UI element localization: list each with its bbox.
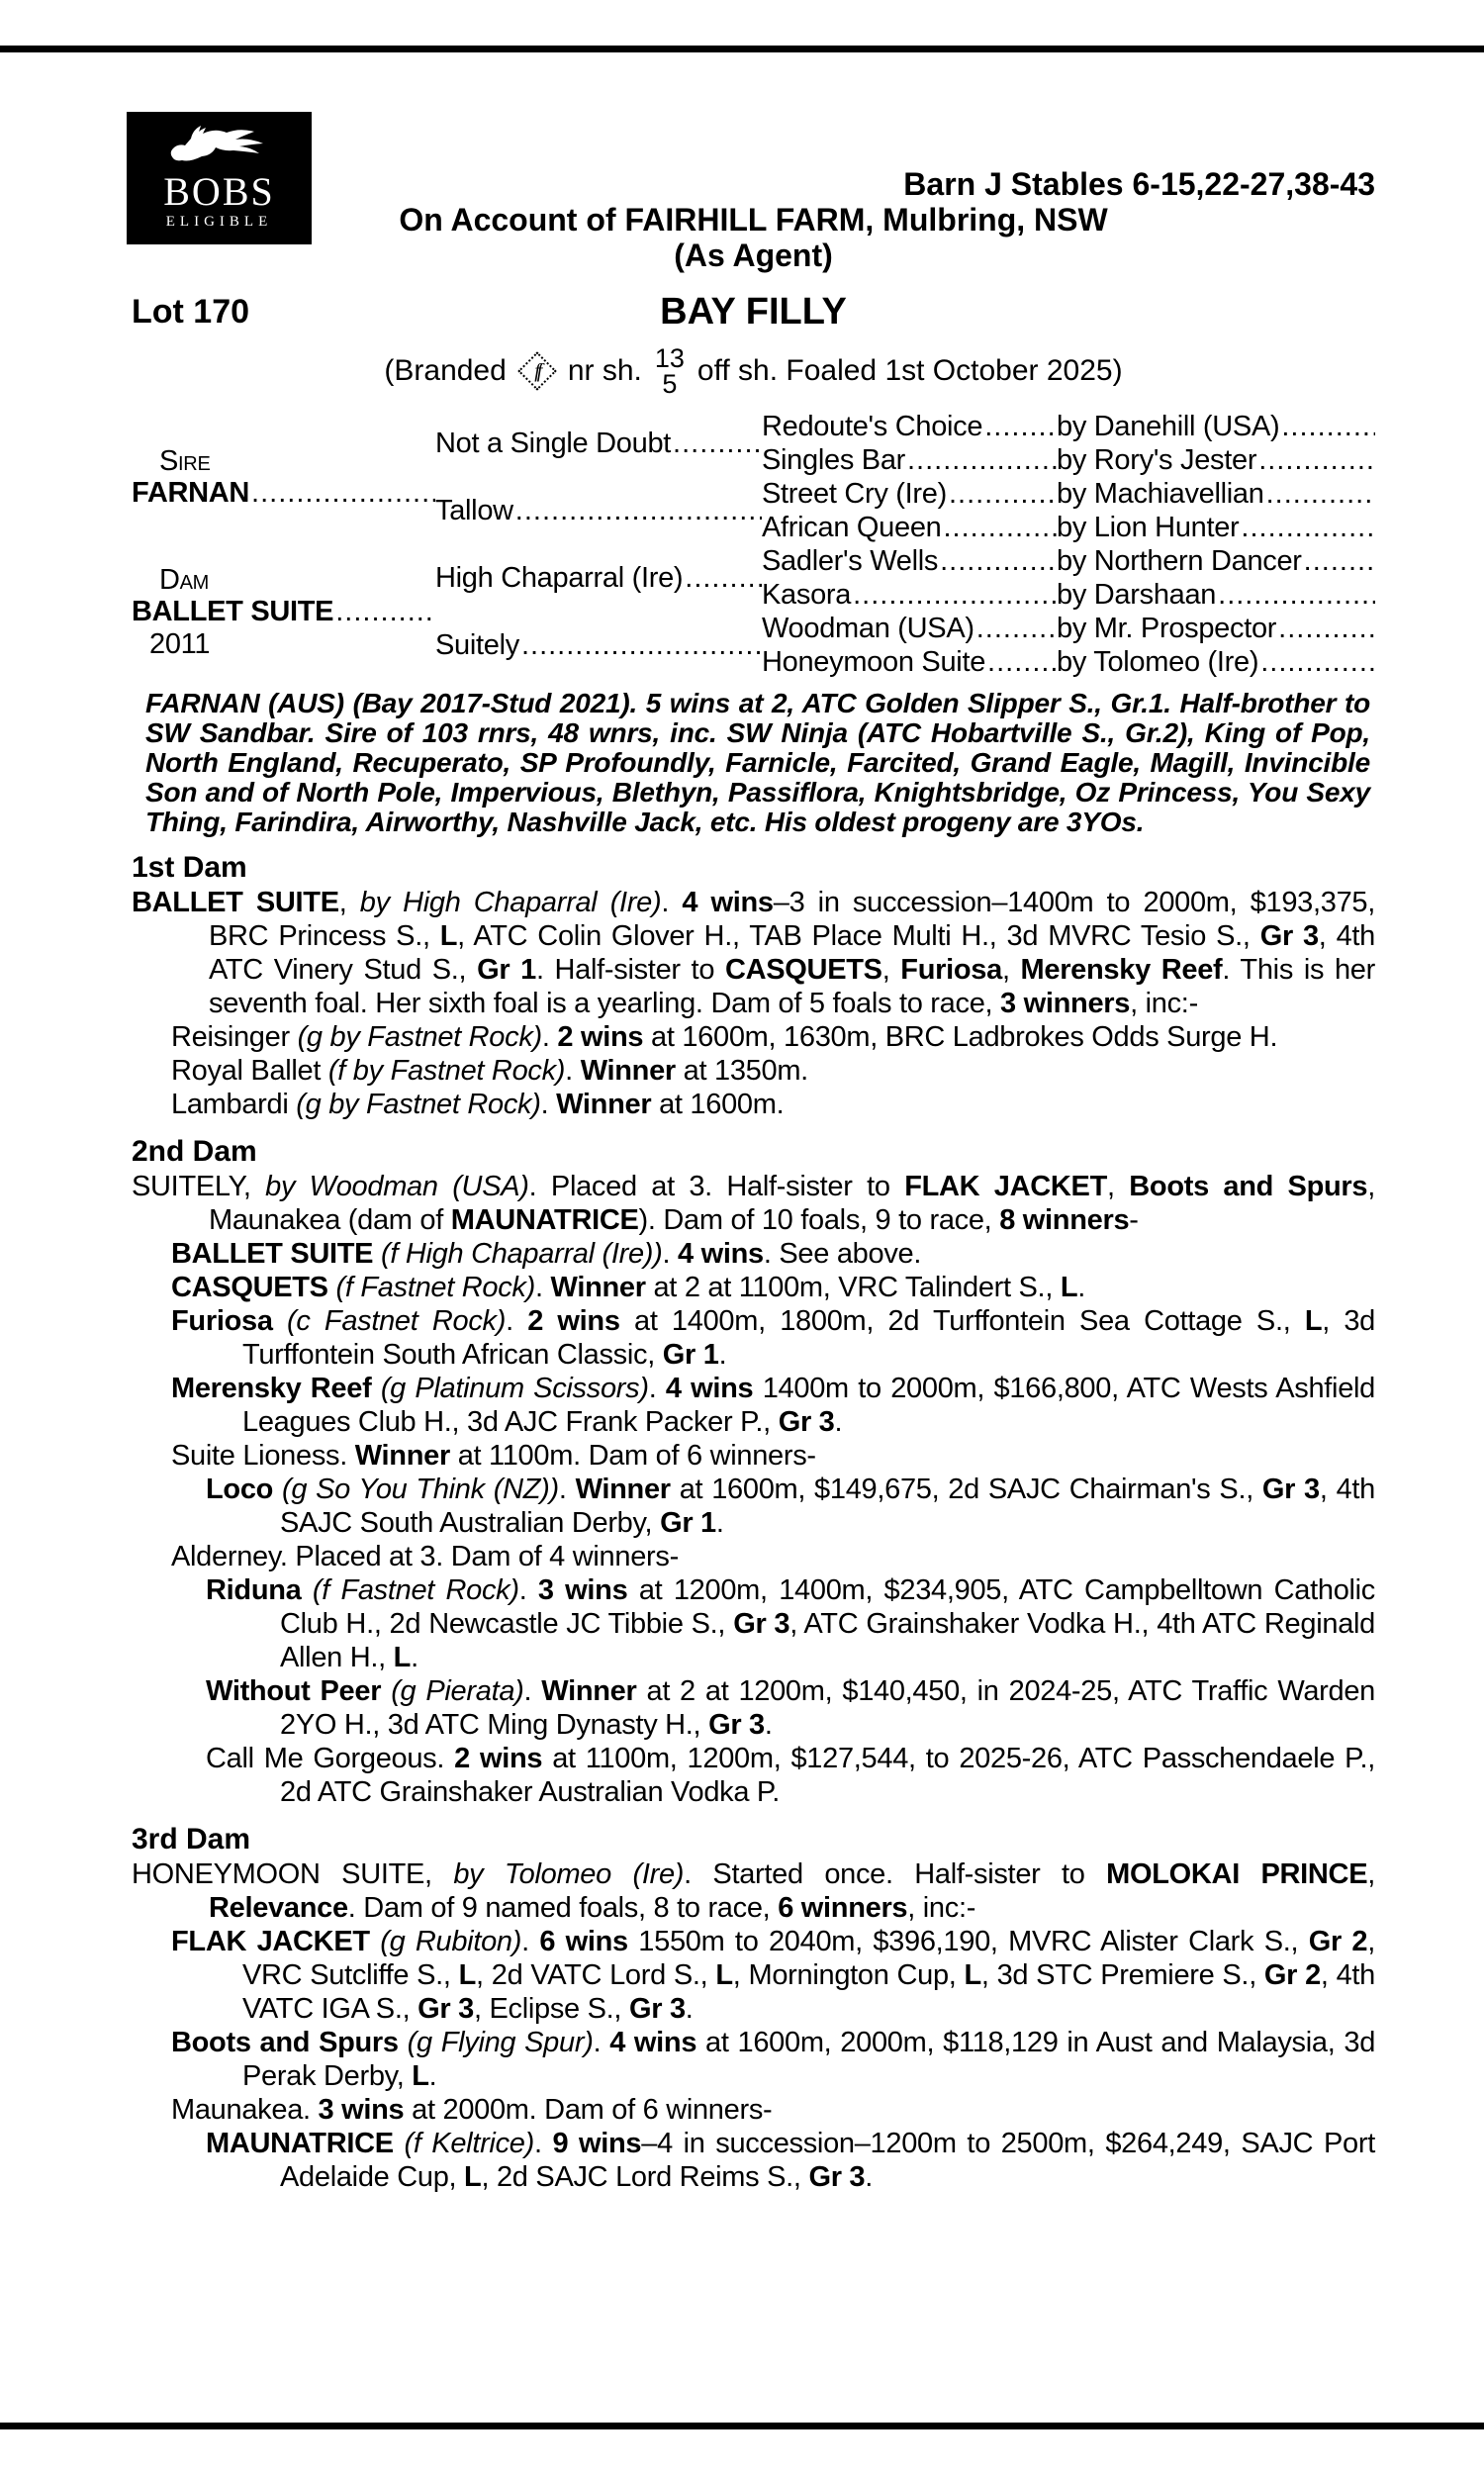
branded-line xyxy=(132,336,1375,406)
brand-number-fraction: 13 5 xyxy=(654,343,685,399)
pedigree-grandparent-cell: Kasora ..... xyxy=(762,578,1057,612)
lot-row xyxy=(132,289,1375,334)
pedigree-grandparent-cell: Redoute's Choice ..... xyxy=(762,410,1057,443)
leader-dots xyxy=(851,579,1057,612)
leader-dots xyxy=(905,444,1057,477)
progeny-entry: Merensky Reef (g Platinum Scissors). 4 wins 1400m to 2000m, $166,800, ATC Wests Ashfield Leagues Club H., 3d AJC Frank Packer P., Gr 3. xyxy=(171,1373,1376,1438)
sire-summary-paragraph: FARNAN (AUS) (Bay 2017-Stud 2021). 5 wins at 2, ATC Golden Slipper S., Gr.1. Half-brother to SW Sandbar. Sire of 103 rnrs, 48 wnrs, inc. SW Ninja (ATC Hobartville S., Gr.2), King of Pop, North England, Recuperato, SP Profoundly, Farnicle, Farcited, Grand Eagle, Magill, Invincible Son and of North Pole, Impervious, Blethyn, Passiflora, Knightsbridge, Oz Princess, You Sexy Thing, Farindira, Airworthy, Nashville Jack, etc. His oldest progeny are 3YOs. xyxy=(145,688,1370,837)
pedigree-greatgrandsire-cell: by Mr. Prospector ..... xyxy=(1057,612,1375,645)
pedigree-greatgrandsire-cell: by Lion Hunter ..... xyxy=(1057,511,1375,544)
progeny-entry: Furiosa (c Fastnet Rock). 2 wins at 1400m, 1800m, 2d Turffontein Sea Cottage S., L, 3d Turffontein South African Classic, Gr 1. xyxy=(171,1305,1376,1371)
pedigree-greatgrandsire-cell: by Darshaan ..... xyxy=(1057,578,1375,612)
pedigree-greatgrandsire-cell: by Northern Dancer ..... xyxy=(1057,544,1375,578)
leader-dots xyxy=(249,477,435,510)
leader-dots xyxy=(938,545,1057,578)
pedigree-grandparent-cell: Honeymoon Suite ..... xyxy=(762,645,1057,679)
leader-dots xyxy=(1258,646,1375,679)
lot-number: Lot 170 xyxy=(132,293,250,331)
pedigree-greatgrandsire-cell: by Machiavellian ..... xyxy=(1057,477,1375,511)
grandprogeny-entry: Loco (g So You Think (NZ)). Winner at 1600m, $149,675, 2d SAJC Chairman's S., Gr 3, 4th SAJC South Australian Derby, Gr 1. xyxy=(206,1474,1375,1539)
leader-dots xyxy=(1216,579,1375,612)
pedigree-greatgrandsire-cell: by Tolomeo (Ire) ..... xyxy=(1057,645,1375,679)
brand-mark-icon: ff xyxy=(515,349,559,393)
agent-line: (As Agent) xyxy=(674,238,833,273)
grandprogeny-entry: Without Peer (g Pierata). Winner at 2 at 1200m, $140,450, in 2024-25, ATC Traffic Warden 2YO H., 3d ATC Ming Dynasty H., Gr 3. xyxy=(206,1675,1376,1741)
pedigree-parent-cell: Not a Single Doubt ..... xyxy=(435,410,762,477)
dam-name: BALLET SUITE xyxy=(132,595,334,627)
progeny-entry: Reisinger (g by Fastnet Rock). 2 wins at 1600m, 1630m, BRC Ladbrokes Odds Surge H. xyxy=(171,1021,1278,1053)
logo-word: BOBS xyxy=(163,169,275,214)
leader-dots xyxy=(947,478,1057,511)
branded-near-shoulder: nr sh. xyxy=(567,354,642,387)
progeny-entry: Suite Lioness. Winner at 1100m. Dam of 6 winners- xyxy=(171,1440,816,1472)
grandprogeny-entry: MAUNATRICE (f Keltrice). 9 wins–4 in succession–1200m to 2500m, $264,249, SAJC Port Adelaide Cup, L, 2d SAJC Lord Reims S., Gr 3. xyxy=(206,2128,1375,2193)
leader-dots xyxy=(671,428,762,460)
progeny-entry: CASQUETS (f Fastnet Rock). Winner at 2 at 1100m, VRC Talindert S., L. xyxy=(171,1272,1086,1303)
progeny-entry: Lambardi (g by Fastnet Rock). Winner at 1600m. xyxy=(171,1089,785,1120)
account-line: On Account of FAIRHILL FARM, Mulbring, NSW xyxy=(399,202,1108,238)
leader-dots xyxy=(942,512,1058,544)
pedigree-parent-cell: Suitely ..... xyxy=(435,612,762,679)
sire-block xyxy=(132,410,435,544)
sire-role-label: Sire xyxy=(159,444,211,477)
leader-dots xyxy=(1256,444,1375,477)
leader-dots xyxy=(333,596,435,628)
pedigree-grandparent-cell: Singles Bar ..... xyxy=(762,443,1057,477)
leader-dots xyxy=(1302,545,1375,578)
progeny-entry: Alderney. Placed at 3. Dam of 4 winners- xyxy=(171,1541,679,1572)
leader-dots xyxy=(513,495,762,527)
progeny-entry: Royal Ballet (f by Fastnet Rock). Winner at 1350m. xyxy=(171,1055,808,1087)
pedigree-grandparent-cell: Woodman (USA) ..... xyxy=(762,612,1057,645)
barn-line: Barn J Stables 6-15,22-27,38-43 xyxy=(903,166,1375,202)
leader-dots xyxy=(974,613,1057,645)
leader-dots xyxy=(1239,512,1375,544)
page-title: BAY FILLY xyxy=(660,291,847,333)
leader-dots xyxy=(985,646,1057,679)
pedigree-parent-cell: Tallow ..... xyxy=(435,477,762,544)
pedigree-grandparent-cell: Sadler's Wells ..... xyxy=(762,544,1057,578)
progeny-entry: Maunakea. 3 wins at 2000m. Dam of 6 winners- xyxy=(171,2094,773,2126)
leader-dots xyxy=(519,629,762,662)
leader-dots xyxy=(982,411,1057,443)
dam-entry: SUITELY, by Woodman (USA). Placed at 3. Half-sister to FLAK JACKET, Boots and Spurs, Maunakea (dam of MAUNATRICE). Dam of 10 foals, 9 to race, 8 winners- xyxy=(132,1171,1376,1236)
leader-dots xyxy=(1279,411,1375,443)
grandprogeny-entry: Call Me Gorgeous. 2 wins at 1100m, 1200m, $127,544, to 2025-26, ATC Passchendaele P., 2d ATC Grainshaker Australian Vodka P. xyxy=(206,1743,1375,1808)
dam-section-heading: 1st Dam xyxy=(132,851,247,884)
pedigree-parent-cell: High Chaparral (Ire) ..... xyxy=(435,544,762,612)
page-content xyxy=(132,0,1375,2194)
pedigree-greatgrandsire-cell: by Danehill (USA) ..... xyxy=(1057,410,1375,443)
leader-dots xyxy=(1264,478,1375,511)
bottom-rule xyxy=(0,2423,1484,2429)
progeny-entry: FLAK JACKET (g Rubiton). 6 wins 1550m to 2040m, $396,190, MVRC Alister Clark S., Gr 2, VRC Sutcliffe S., L, 2d VATC Lord S., L, Mornington Cup, L, 3d STC Premiere S., Gr 2, 4th VATC IGA S., Gr 3, Eclipse S., Gr 3. xyxy=(171,1926,1376,2025)
dam-section-heading: 3rd Dam xyxy=(132,1823,251,1856)
sire-name: FARNAN xyxy=(132,476,250,509)
grandprogeny-entry: Riduna (f Fastnet Rock). 3 wins at 1200m, 1400m, $234,905, ATC Campbelltown Catholic Club H., 2d Newcastle JC Tibbie S., Gr 3, ATC Grainshaker Vodka H., 4th ATC Reginald Allen H., L. xyxy=(206,1574,1376,1673)
dam-role-label: Dam xyxy=(159,563,210,596)
dam-section-heading: 2nd Dam xyxy=(132,1135,257,1168)
pedigree-greatgrandsire-cell: by Rory's Jester ..... xyxy=(1057,443,1375,477)
leader-dots xyxy=(683,562,762,595)
dam-year: 2011 xyxy=(149,627,211,660)
dam-entry: HONEYMOON SUITE, by Tolomeo (Ire). Started once. Half-sister to MOLOKAI PRINCE, Relevance. Dam of 9 named foals, 8 to race, 6 winners, inc:- xyxy=(132,1858,1376,1924)
dam-block xyxy=(132,544,435,679)
dam-entry: BALLET SUITE, by High Chaparral (Ire). 4 wins–3 in succession–1400m to 2000m, $193,375, BRC Princess S., L, ATC Colin Glover H., TAB Place Multi H., 3d MVRC Tesio S., Gr 3, 4th ATC Vinery Stud S., Gr 1. Half-sister to CASQUETS, Furiosa, Merensky Reef. This is her seventh foal. Her sixth foal is a yearling. Dam of 5 foals to race, 3 winners, inc:- xyxy=(132,887,1376,1019)
progeny-entry: BALLET SUITE (f High Chaparral (Ire)). 4 wins. See above. xyxy=(171,1238,922,1270)
logo-subword: ELIGIBLE xyxy=(165,214,273,230)
pedigree-grandparent-cell: African Queen ..... xyxy=(762,511,1057,544)
progeny-entry: Boots and Spurs (g Flying Spur). 4 wins at 1600m, 2000m, $118,129 in Aust and Malaysia, 3d Perak Derby, L. xyxy=(171,2027,1376,2092)
leader-dots xyxy=(1276,613,1375,645)
branded-suffix: off sh. Foaled 1st October 2025) xyxy=(696,354,1123,387)
pedigree-table xyxy=(132,410,1375,679)
pedigree-grandparent-cell: Street Cry (Ire) ..... xyxy=(762,477,1057,511)
branded-prefix: (Branded xyxy=(384,354,507,387)
